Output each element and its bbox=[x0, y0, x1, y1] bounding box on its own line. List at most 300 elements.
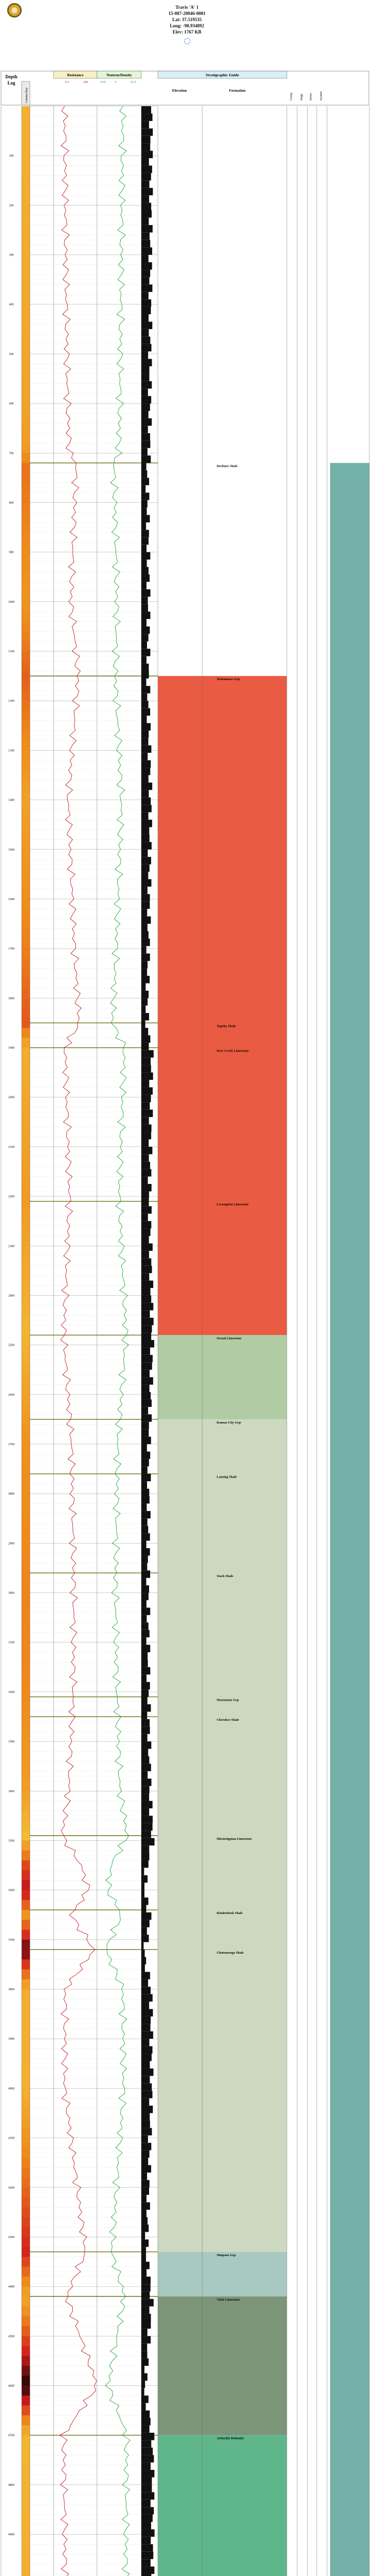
depth-tick-label: 900 bbox=[9, 551, 14, 554]
lithology-bar bbox=[141, 2173, 147, 2180]
lithology-bar bbox=[141, 1496, 150, 1503]
gr-bar-segment bbox=[22, 820, 30, 830]
lithology-bar bbox=[141, 983, 145, 990]
lithology-bar bbox=[141, 1169, 151, 1176]
gr-bar-segment bbox=[22, 354, 30, 364]
gr-bar-segment bbox=[22, 522, 30, 533]
lithology-bar bbox=[141, 2031, 153, 2039]
gr-bar-segment bbox=[22, 275, 30, 285]
gr-bar-segment bbox=[22, 2277, 30, 2287]
formation-top-label: Lecompton Limestone bbox=[217, 1202, 249, 1207]
nd-scale-mid: 0 bbox=[115, 81, 117, 84]
lithology-bar bbox=[141, 2485, 152, 2492]
gr-bar-segment bbox=[22, 1345, 30, 1355]
lithology-bar bbox=[141, 589, 151, 597]
lithology-bar bbox=[141, 2477, 152, 2484]
lithology-bar bbox=[141, 1793, 149, 1801]
gr-bar-segment bbox=[22, 2078, 30, 2089]
gr-bar-segment bbox=[22, 493, 30, 503]
gr-bar-segment bbox=[22, 2485, 30, 2495]
depth-tick-label: 3400 bbox=[8, 1790, 14, 1793]
gr-bar-segment bbox=[22, 2554, 30, 2565]
lithology-bar bbox=[141, 1994, 153, 2002]
lithology-bar bbox=[141, 1533, 150, 1540]
lithology-bar bbox=[141, 515, 150, 522]
depth-tick-label: 2100 bbox=[8, 1145, 14, 1149]
gr-bar-segment bbox=[22, 1970, 30, 1980]
lithology-bar bbox=[141, 2113, 150, 2121]
lithology-bar bbox=[141, 582, 147, 589]
formation-top-label: Oread Limestone bbox=[217, 1336, 242, 1341]
gr-bar-segment bbox=[22, 314, 30, 325]
gr-bar-segment bbox=[22, 731, 30, 741]
lithology-bar bbox=[141, 842, 152, 849]
gr-bar-segment bbox=[22, 2237, 30, 2247]
gr-bar-segment bbox=[22, 2267, 30, 2277]
lithology-bar bbox=[141, 1177, 148, 1184]
depth-tick-label: 800 bbox=[9, 501, 14, 505]
lithology-bar bbox=[141, 865, 150, 872]
lithology-bar bbox=[141, 188, 153, 195]
lithology-bar bbox=[141, 173, 151, 180]
gr-bar-segment bbox=[22, 2465, 30, 2475]
gr-bar-segment bbox=[22, 710, 30, 721]
lithology-bar bbox=[141, 433, 150, 440]
gr-bar-segment bbox=[22, 1573, 30, 1583]
lithology-bar bbox=[141, 1466, 148, 1473]
strat-zone bbox=[158, 1419, 287, 2252]
gr-bar-segment bbox=[22, 909, 30, 919]
lithology-bar bbox=[141, 314, 149, 321]
depth-tick-label: 3200 bbox=[8, 1690, 14, 1694]
lithology-bar bbox=[141, 2069, 153, 2076]
lithology-bar bbox=[141, 1541, 147, 1548]
lithology-bar bbox=[141, 1281, 153, 1288]
gr-bar-segment bbox=[22, 879, 30, 889]
gr-bar-segment bbox=[22, 1523, 30, 1534]
stage-header: Stage bbox=[300, 93, 303, 100]
lithology-bar bbox=[141, 2083, 152, 2091]
gr-bar-segment bbox=[22, 1583, 30, 1593]
lithology-bar bbox=[141, 1370, 150, 1377]
lithology-bar bbox=[141, 455, 151, 463]
lithology-bar bbox=[141, 612, 150, 619]
lithology-bar bbox=[141, 277, 149, 284]
gr-bar-segment bbox=[22, 1989, 30, 1999]
lithology-bar bbox=[141, 708, 150, 716]
lithology-bar bbox=[141, 2195, 147, 2202]
gr-bar-segment bbox=[22, 2524, 30, 2535]
gr-bar-segment bbox=[22, 413, 30, 423]
lithology-bar bbox=[141, 2098, 149, 2106]
gr-bar-segment bbox=[22, 1959, 30, 1970]
gr-bar-segment bbox=[22, 2534, 30, 2545]
lithology-bar bbox=[141, 2463, 151, 2470]
lithology-bar bbox=[141, 1957, 146, 1964]
lithology-bar bbox=[141, 567, 149, 574]
lithology-bar bbox=[141, 2373, 148, 2380]
gr-bar-segment bbox=[22, 215, 30, 226]
lithology-bar bbox=[141, 262, 152, 269]
lithology-bar bbox=[141, 1125, 152, 1132]
gr-bar-segment bbox=[22, 1662, 30, 1672]
depth-tick-labels bbox=[8, 155, 14, 2576]
lithology-bar bbox=[141, 1801, 153, 1808]
depth-tick-label: 4100 bbox=[8, 2137, 14, 2140]
lithology-bar bbox=[141, 1927, 147, 1935]
lithology-bar bbox=[141, 1459, 149, 1466]
lithology-bar bbox=[141, 798, 151, 805]
gr-bar-segment bbox=[22, 2118, 30, 2128]
lithology-bar bbox=[141, 1451, 150, 1459]
gr-bar-segment bbox=[22, 2257, 30, 2267]
lithology-bar bbox=[141, 2292, 150, 2299]
lithology-bar bbox=[141, 165, 152, 173]
gr-bar-segment bbox=[22, 2495, 30, 2505]
gr-bar-segment bbox=[22, 255, 30, 265]
gr-bar-segment bbox=[22, 1335, 30, 1345]
lithology-bar bbox=[141, 552, 150, 560]
lithology-bar bbox=[141, 2188, 149, 2195]
lithology-bar bbox=[141, 1266, 152, 1273]
gr-bar-segment bbox=[22, 2217, 30, 2227]
lithology-bar bbox=[141, 2455, 154, 2462]
gr-bar-segment bbox=[22, 1821, 30, 1831]
gr-bar-segment bbox=[22, 116, 30, 126]
lithology-bar bbox=[141, 1184, 152, 1191]
gr-bar-segment bbox=[22, 2188, 30, 2198]
lithology-bar bbox=[141, 1726, 150, 1734]
nd-scale-left: 0.45 bbox=[100, 81, 106, 84]
gr-bar-segment bbox=[22, 2475, 30, 2485]
gr-bar-segment bbox=[22, 2138, 30, 2148]
gr-bar-segment bbox=[22, 632, 30, 642]
lithology-bar bbox=[141, 2500, 151, 2507]
lithology-bar bbox=[141, 336, 150, 344]
lithology-bar bbox=[141, 1972, 150, 1979]
lithology-bar bbox=[141, 902, 150, 909]
lithology-bar bbox=[141, 113, 153, 121]
gr-bar-segment bbox=[22, 899, 30, 909]
gr-bar-segment bbox=[22, 552, 30, 563]
gr-bar-segment bbox=[22, 1672, 30, 1682]
gr-bar-segment bbox=[22, 185, 30, 196]
gr-bar-segment bbox=[22, 691, 30, 701]
lithology-bar bbox=[141, 1622, 149, 1630]
gr-bar-segment bbox=[22, 1444, 30, 1454]
gr-bar-segment bbox=[22, 2039, 30, 2049]
gr-bar-segment bbox=[22, 2247, 30, 2257]
resistance-header: Resistance bbox=[67, 73, 84, 77]
lithology-bar bbox=[141, 1778, 152, 1786]
lithology-bar bbox=[141, 2136, 148, 2143]
formation-top-label: Simpson Grp bbox=[217, 2253, 236, 2257]
gr-bar-segment bbox=[22, 850, 30, 860]
depth-tick-label: 4800 bbox=[8, 2483, 14, 2487]
lithology-bar bbox=[141, 136, 151, 143]
gr-bar-segment bbox=[22, 1058, 30, 1068]
strat-zones bbox=[158, 463, 369, 2576]
lithology-bar bbox=[141, 2284, 151, 2291]
depth-tick-label: 3600 bbox=[8, 1889, 14, 1892]
gr-bar-segment bbox=[22, 1464, 30, 1474]
gr-bar-segment bbox=[22, 1553, 30, 1564]
lithology-bar bbox=[141, 255, 149, 262]
depth-tick-label: 1900 bbox=[8, 1046, 14, 1050]
lithology-bar bbox=[141, 1429, 149, 1436]
lithology-bar bbox=[141, 857, 151, 864]
gr-bar-segment bbox=[22, 740, 30, 751]
lithology-bar bbox=[141, 2433, 154, 2440]
gr-bar-segment bbox=[22, 443, 30, 453]
gr-bar-segment bbox=[22, 1543, 30, 1553]
gr-bar-segment bbox=[22, 829, 30, 840]
lithology-bar bbox=[141, 1607, 150, 1615]
lithology-bar bbox=[141, 969, 147, 976]
gr-bar-segment bbox=[22, 2544, 30, 2554]
lithology-bar bbox=[141, 180, 150, 188]
lithology-bar bbox=[141, 574, 150, 582]
depth-tick-label: 4600 bbox=[8, 2384, 14, 2388]
gr-bar-segment bbox=[22, 681, 30, 691]
lithology-bar bbox=[141, 2091, 152, 2098]
log-curves bbox=[60, 106, 155, 2576]
lithology-bar bbox=[141, 1593, 149, 1600]
elevation-header: Elevation bbox=[172, 89, 187, 93]
lithology-bar bbox=[141, 1050, 154, 1057]
lithology-bar bbox=[141, 344, 152, 351]
formation-top-label: Lansing Shale bbox=[217, 1475, 237, 1479]
series-header: Series bbox=[310, 93, 313, 100]
gr-bar-segment bbox=[22, 2098, 30, 2109]
lithology-bar bbox=[141, 299, 151, 307]
gr-bar-segment bbox=[22, 542, 30, 552]
lithology-bar bbox=[141, 351, 148, 359]
formation-top-label: Chattanooga Shale bbox=[217, 1951, 244, 1955]
gr-bar-segment bbox=[22, 1097, 30, 1108]
lithology-bar bbox=[141, 522, 146, 530]
gr-bar-segment bbox=[22, 2336, 30, 2346]
gr-bar-segment bbox=[22, 2396, 30, 2406]
formation-top-label: Kansas City Grp bbox=[217, 1420, 241, 1425]
lithology-bar bbox=[141, 418, 152, 426]
lithology-bar bbox=[141, 1853, 149, 1860]
gr-bar-segment bbox=[22, 324, 30, 334]
depth-tick-label: 2200 bbox=[8, 1195, 14, 1199]
lithology-bar bbox=[141, 1236, 149, 1243]
lithology-bar bbox=[141, 1987, 151, 1994]
gr-bar-segment bbox=[22, 1851, 30, 1861]
gr-bar-segment bbox=[22, 1216, 30, 1227]
lithology-bar bbox=[141, 2106, 153, 2113]
depth-tick-label: 2900 bbox=[8, 1542, 14, 1546]
lithology-bar bbox=[141, 686, 150, 693]
gr-bar-segment bbox=[22, 1018, 30, 1028]
lithology-bar bbox=[141, 2076, 150, 2083]
formation-top-label: Viola Limestone bbox=[217, 2298, 240, 2302]
lithology-bar bbox=[141, 1808, 149, 1816]
gr-bar-segment bbox=[22, 513, 30, 523]
gr-bar-segment bbox=[22, 2158, 30, 2168]
lithology-bar bbox=[141, 195, 149, 202]
lithology-bar bbox=[141, 269, 150, 277]
depth-tick-label: 2000 bbox=[8, 1096, 14, 1099]
lithology-bar bbox=[141, 1719, 150, 1726]
lithology-bar bbox=[141, 768, 150, 775]
gr-bar-segment bbox=[22, 1711, 30, 1722]
gr-bar-segment bbox=[22, 969, 30, 979]
lithology-bar bbox=[141, 2016, 151, 2024]
lithology-bar bbox=[141, 1095, 151, 1102]
lithology-bar bbox=[141, 1295, 151, 1302]
gr-bar-segment bbox=[22, 1563, 30, 1573]
lithology-bar bbox=[141, 2143, 151, 2150]
gr-bar-segment bbox=[22, 661, 30, 671]
lithology-bar bbox=[141, 2046, 153, 2054]
lithology-bar bbox=[141, 1006, 145, 1013]
gr-bar-segment bbox=[22, 1652, 30, 1663]
lithology-bar bbox=[141, 470, 147, 478]
lithology-bar bbox=[141, 2307, 150, 2314]
lithology-bar bbox=[141, 1422, 149, 1429]
lithology-bar bbox=[141, 2470, 154, 2477]
lithology-bar bbox=[141, 1437, 151, 1444]
lithology-bar bbox=[141, 1251, 149, 1258]
lithology-bar bbox=[141, 939, 150, 946]
gr-bar-segment bbox=[22, 2227, 30, 2238]
lithology-bar bbox=[141, 2344, 147, 2351]
gr-bar-segment bbox=[22, 364, 30, 374]
gr-bar-segment bbox=[22, 1702, 30, 1712]
lithology-bar bbox=[141, 1630, 150, 1637]
lithology-bar bbox=[141, 1273, 149, 1280]
lithology-bar bbox=[141, 894, 150, 901]
gr-bar-segment bbox=[22, 1306, 30, 1316]
lithology-bar bbox=[141, 738, 149, 745]
gr-bar-segment bbox=[22, 2425, 30, 2435]
gr-bar-segment bbox=[22, 2009, 30, 2020]
lithology-bar bbox=[141, 924, 148, 931]
lithology-bar bbox=[141, 1199, 149, 1206]
lithology-bar bbox=[141, 619, 147, 626]
neutron-density-header: Neutron/Density bbox=[106, 73, 132, 77]
lithology-bar bbox=[141, 745, 151, 753]
lithology-bar bbox=[141, 2299, 154, 2306]
gr-bar-segment bbox=[22, 948, 30, 959]
lithology-bar bbox=[141, 2559, 151, 2566]
gr-bar-segment bbox=[22, 1950, 30, 1960]
lithology-bar bbox=[141, 2507, 154, 2514]
lithology-bar bbox=[141, 2217, 148, 2224]
gr-bar-segment bbox=[22, 2148, 30, 2158]
lithology-bar bbox=[141, 1845, 149, 1853]
lithology-bar bbox=[141, 478, 149, 485]
lithology-bar bbox=[141, 143, 150, 150]
depth-tick-label: 1300 bbox=[8, 749, 14, 753]
lithology-bar bbox=[141, 381, 152, 388]
gr-bar-segment bbox=[22, 394, 30, 404]
lithology-bar bbox=[141, 1347, 150, 1354]
gr-bar-segment bbox=[22, 2069, 30, 2079]
lithology-bar bbox=[141, 1585, 149, 1592]
gr-bar-segment bbox=[22, 1117, 30, 1127]
gr-bar-segment bbox=[22, 473, 30, 483]
gr-bar-segment bbox=[22, 463, 30, 473]
lithology-bar bbox=[141, 1905, 147, 1912]
gr-bar-segment bbox=[22, 1930, 30, 1940]
lithology-bar bbox=[141, 805, 152, 812]
formation-top-label: Marmaton Grp bbox=[217, 1698, 239, 1702]
lithology-bar bbox=[141, 931, 149, 938]
gr-bar-segment bbox=[22, 1593, 30, 1603]
depth-tick-label: 500 bbox=[9, 352, 14, 356]
gr-bar-segment bbox=[22, 1404, 30, 1415]
gr-bar-segment bbox=[22, 1633, 30, 1643]
lithology-bar bbox=[141, 2225, 149, 2232]
lithology-bar bbox=[141, 1890, 144, 1897]
gr-bar-segment bbox=[22, 939, 30, 949]
lithology-bar bbox=[141, 1689, 149, 1697]
gr-bar-segment bbox=[22, 1177, 30, 1187]
gr-bar-segment bbox=[22, 859, 30, 870]
gr-bar-segment bbox=[22, 1474, 30, 1484]
depth-tick-label: 4000 bbox=[8, 2087, 14, 2091]
gr-bar-segment bbox=[22, 1692, 30, 1702]
lithology-bar bbox=[141, 2240, 149, 2247]
strat-zone bbox=[158, 2296, 287, 2435]
gr-bar-segment bbox=[22, 1751, 30, 1761]
lithology-bar bbox=[141, 2567, 154, 2574]
gr-bar-segment bbox=[22, 1246, 30, 1256]
lithology-bar bbox=[141, 411, 149, 418]
lithology-bar bbox=[141, 366, 150, 374]
lithology-bar bbox=[141, 1920, 150, 1927]
depth-tick-label: 4900 bbox=[8, 2533, 14, 2537]
lithology-bar bbox=[141, 820, 152, 827]
lithology-bar bbox=[141, 872, 148, 879]
lithology-bar bbox=[141, 1555, 148, 1563]
gr-bar-segment bbox=[22, 760, 30, 771]
lithology-bar bbox=[141, 1021, 145, 1028]
gr-bar-segment bbox=[22, 265, 30, 275]
depth-tick-label: 100 bbox=[9, 155, 14, 158]
lithology-bar bbox=[141, 2002, 149, 2009]
lithology-bar bbox=[141, 1548, 150, 1555]
lithology-bar bbox=[141, 1028, 148, 1035]
lithology-bar bbox=[141, 641, 147, 649]
lithology-bar bbox=[141, 1214, 148, 1221]
lithology-bar bbox=[141, 1139, 149, 1146]
gr-bar-segment bbox=[22, 1266, 30, 1276]
lithology-bar bbox=[141, 1147, 152, 1154]
lithology-bar bbox=[141, 2396, 149, 2403]
lithology-bar bbox=[141, 1221, 151, 1228]
lithology-bar bbox=[141, 2180, 150, 2187]
gr-bar-segment bbox=[22, 1196, 30, 1207]
gr-curve bbox=[60, 106, 96, 2576]
gr-bar-segment bbox=[22, 2356, 30, 2366]
lithology-bar bbox=[141, 887, 148, 894]
lithology-bar bbox=[141, 2425, 150, 2432]
lithology-bar bbox=[141, 426, 148, 433]
lithology-bar bbox=[141, 2210, 147, 2217]
lithology-bar bbox=[141, 909, 147, 916]
formation-top-label: Cherokee Shale bbox=[217, 1718, 239, 1722]
lithology-bar bbox=[141, 961, 148, 968]
lithology-bar bbox=[141, 1310, 150, 1317]
gr-bar-segment bbox=[22, 1920, 30, 1930]
lithology-bar bbox=[141, 1816, 153, 1823]
